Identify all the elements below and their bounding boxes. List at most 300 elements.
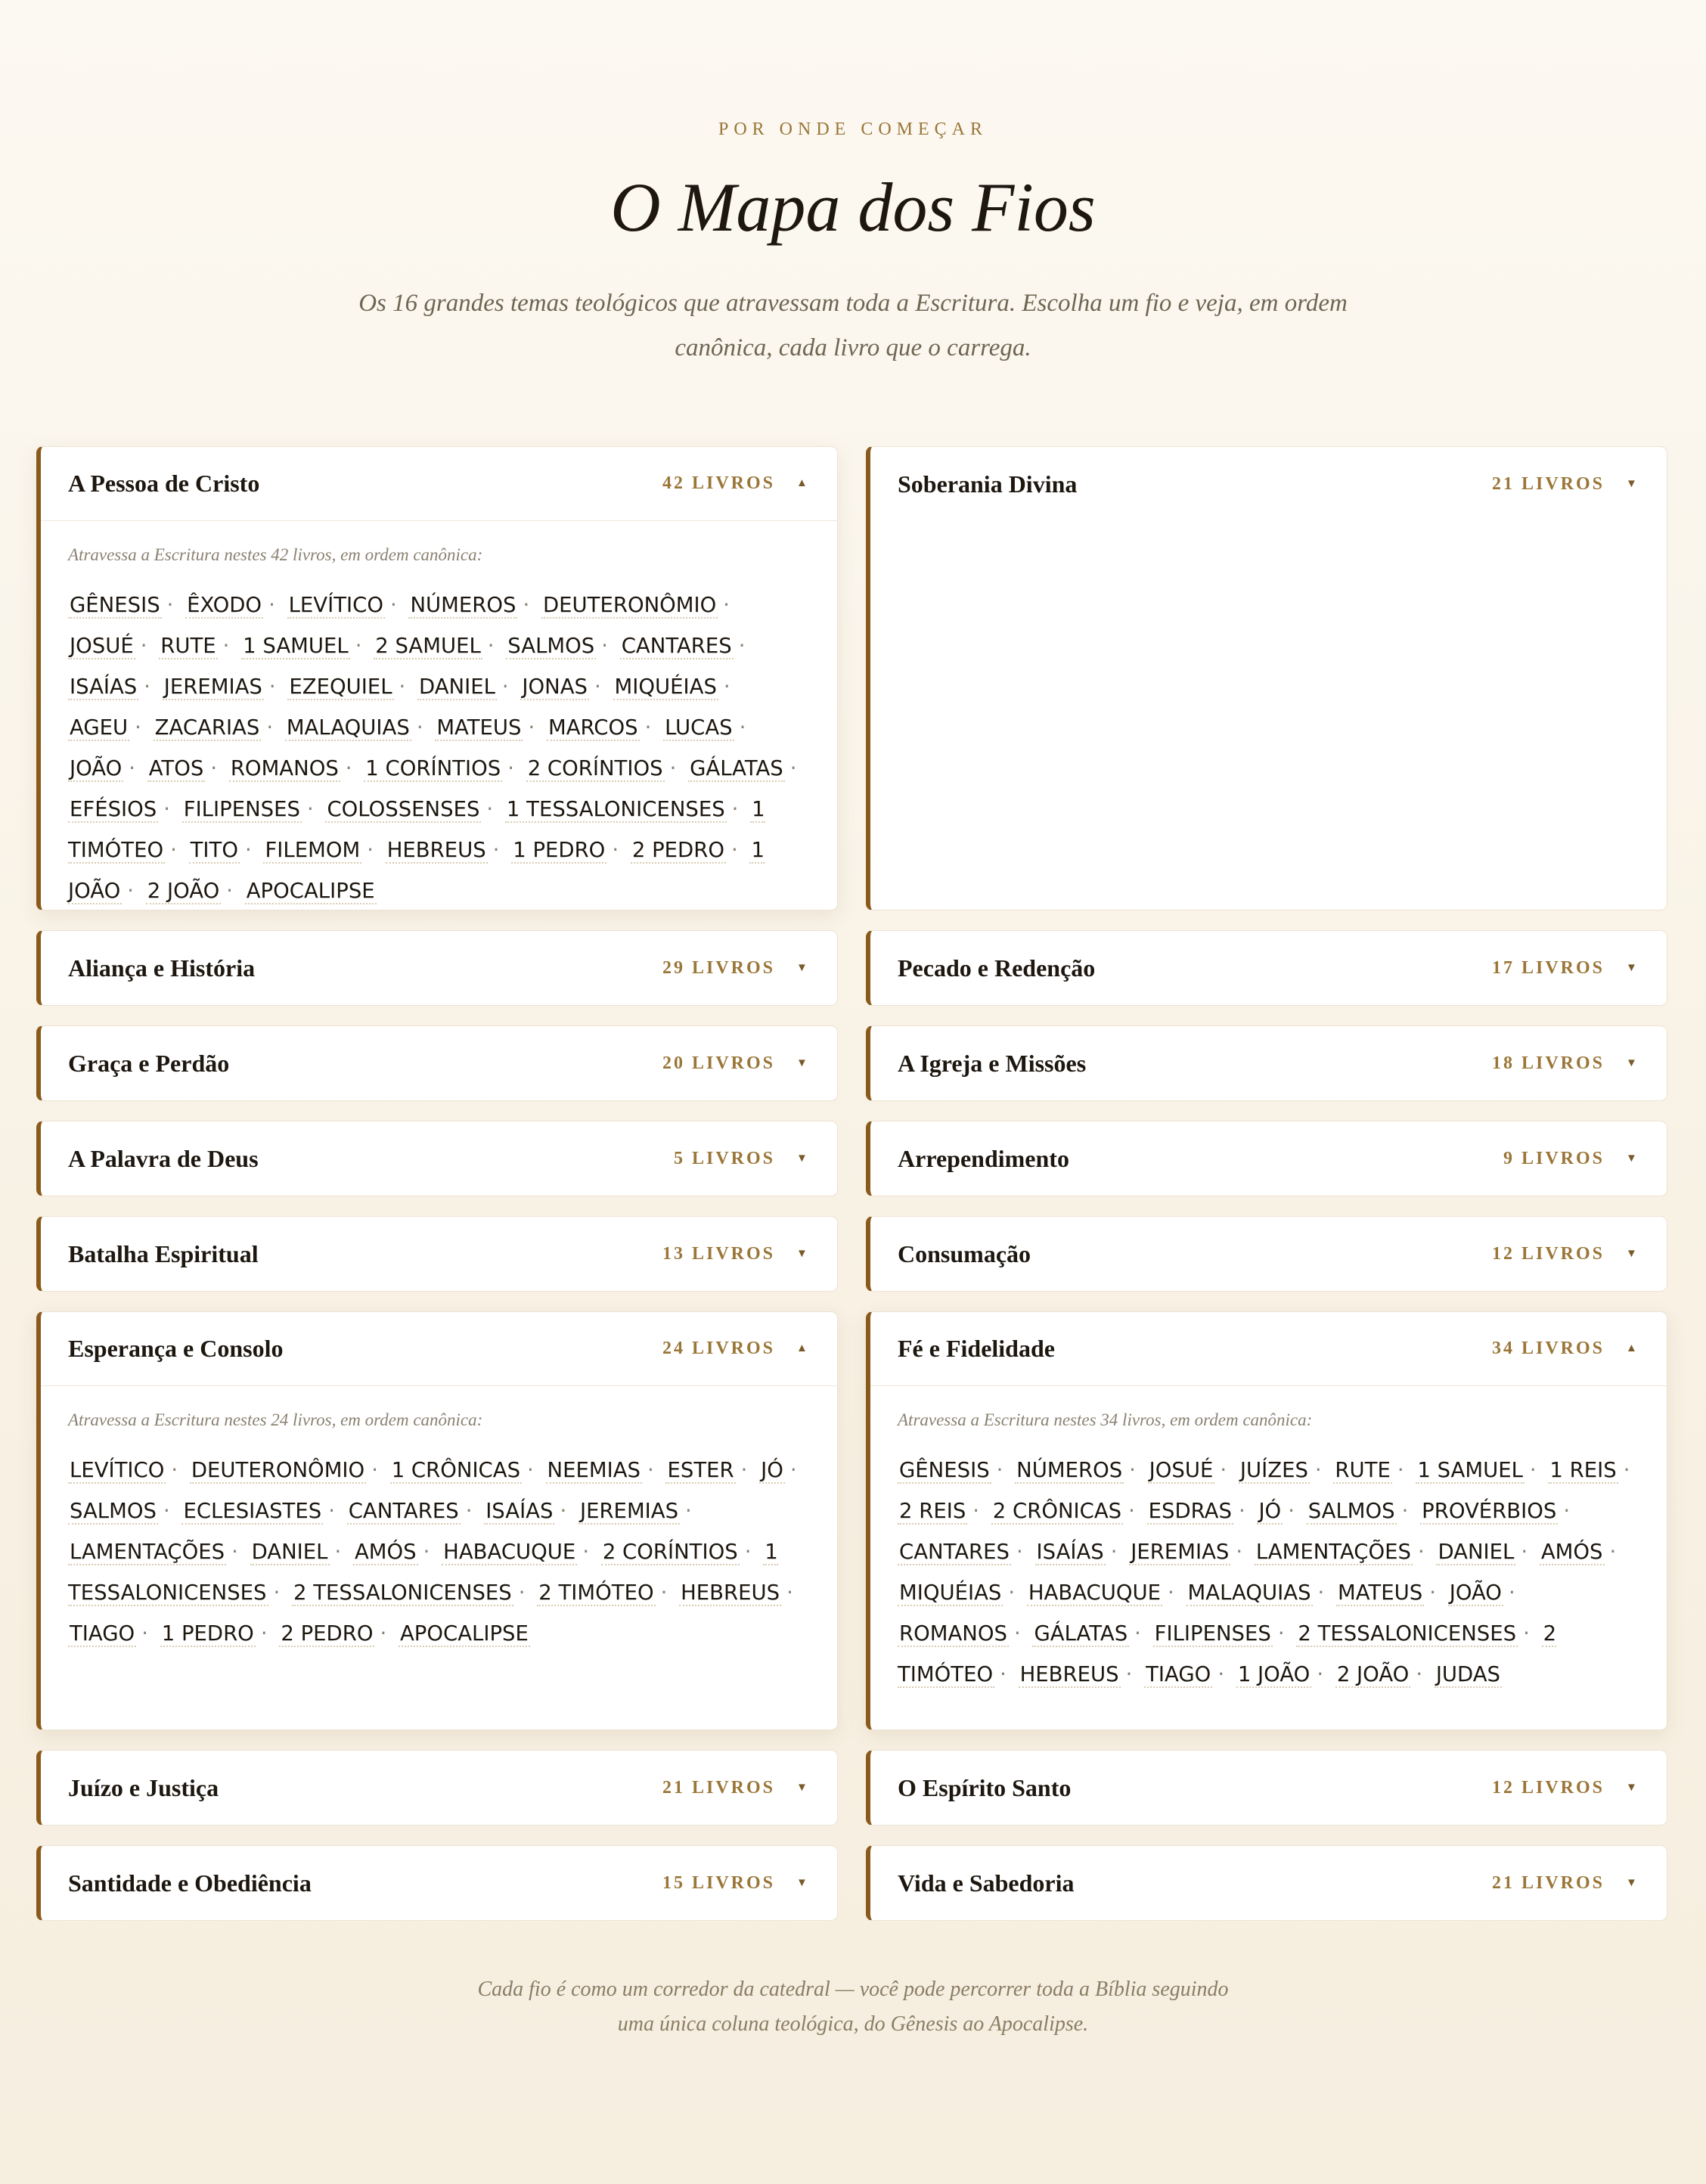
book-link[interactable]: LAMENTAÇÕES	[70, 1540, 225, 1564]
separator-dot: ·	[140, 634, 147, 658]
separator-dot: ·	[486, 797, 494, 821]
theme-meta	[662, 1053, 807, 1074]
book-link[interactable]: APOCALIPSE	[246, 879, 375, 903]
chevron-down-icon[interactable]: ▼	[796, 1247, 808, 1260]
separator-dot: ·	[166, 593, 174, 617]
separator-dot: ·	[268, 593, 275, 617]
book-link[interactable]: 2 PEDRO	[281, 1621, 374, 1646]
theme-title: Pecado e Redenção	[898, 954, 1096, 982]
separator-dot: ·	[244, 838, 252, 862]
theme-card	[866, 1121, 1667, 1196]
book-link[interactable]: EZEQUIEL	[289, 675, 392, 699]
book-link[interactable]: TIAGO	[70, 1621, 135, 1646]
theme-card-header[interactable]	[870, 931, 1667, 1005]
theme-title: O Espírito Santo	[898, 1773, 1072, 1801]
book-link[interactable]: 2 CRÔNICAS	[992, 1499, 1122, 1523]
theme-card-header[interactable]	[41, 931, 837, 1005]
theme-card	[866, 1750, 1667, 1826]
book-link[interactable]: AMÓS	[355, 1540, 417, 1564]
theme-card	[36, 930, 838, 1006]
theme-meta	[662, 1244, 807, 1264]
theme-meta	[662, 473, 807, 494]
book-count-badge: 21 LIVROS	[1491, 473, 1605, 494]
theme-card-header[interactable]	[41, 1312, 837, 1386]
book-link[interactable]: 1 CORÍNTIOS	[365, 756, 501, 780]
book-link[interactable]: LAMENTAÇÕES	[1255, 1540, 1411, 1564]
separator-dot: ·	[1168, 1581, 1174, 1605]
chevron-down-icon[interactable]: ▼	[1626, 1876, 1637, 1889]
book-link[interactable]: MALAQUIAS	[1187, 1581, 1311, 1605]
book-link[interactable]: JEREMIAS	[163, 675, 262, 699]
separator-dot: ·	[738, 634, 746, 658]
book-link[interactable]: ISAÍAS	[485, 1499, 554, 1523]
separator-dot: ·	[1277, 1621, 1285, 1646]
page-title: O Mapa dos Fios	[610, 169, 1096, 246]
separator-dot: ·	[1134, 1621, 1141, 1646]
theme-card	[866, 1311, 1667, 1730]
chevron-up-icon[interactable]: ▲	[1626, 1342, 1637, 1354]
theme-card-header[interactable]	[870, 1121, 1667, 1196]
separator-dot: ·	[389, 593, 397, 617]
theme-meta	[674, 1149, 807, 1169]
book-link[interactable]: MATEUS	[1338, 1581, 1423, 1605]
separator-dot: ·	[171, 1458, 178, 1482]
theme-meta	[1492, 1244, 1636, 1264]
separator-dot: ·	[127, 879, 134, 903]
book-count-badge: 21 LIVROS	[662, 1777, 775, 1798]
theme-title: Santidade e Obediência	[68, 1869, 312, 1897]
book-link[interactable]: JÓ	[761, 1458, 783, 1482]
separator-dot: ·	[1314, 1458, 1322, 1482]
separator-dot: ·	[380, 1621, 387, 1646]
chevron-down-icon[interactable]: ▼	[1626, 1056, 1637, 1069]
theme-card-header[interactable]	[41, 1121, 837, 1196]
separator-dot: ·	[1623, 1458, 1630, 1482]
separator-dot: ·	[1529, 1458, 1537, 1482]
book-link[interactable]: CANTARES	[348, 1499, 459, 1523]
book-link[interactable]: 1 SAMUEL	[1417, 1458, 1523, 1482]
theme-title: Vida e Sabedoria	[898, 1869, 1075, 1897]
book-link[interactable]: 2 TESSALONICENSES	[293, 1581, 512, 1605]
separator-dot: ·	[328, 1499, 335, 1523]
theme-card	[36, 1025, 838, 1101]
book-link[interactable]: 1 PEDRO	[161, 1621, 254, 1646]
book-link[interactable]: 2 TIMÓTEO	[538, 1581, 654, 1605]
theme-card-header[interactable]	[870, 1217, 1667, 1291]
chevron-down-icon[interactable]: ▼	[796, 961, 808, 974]
book-link[interactable]: JONAS	[522, 675, 588, 699]
book-link[interactable]: MIQUÉIAS	[614, 675, 717, 699]
book-list	[68, 585, 807, 911]
book-link[interactable]: GÊNESIS	[899, 1458, 990, 1482]
theme-card	[36, 446, 838, 911]
book-link[interactable]: DANIEL	[1438, 1540, 1515, 1564]
separator-dot: ·	[163, 1499, 170, 1523]
book-link[interactable]: HEBREUS	[681, 1581, 780, 1605]
book-count-badge: 34 LIVROS	[1491, 1339, 1605, 1358]
separator-dot: ·	[1416, 1662, 1423, 1686]
book-link[interactable]: ESTER	[667, 1458, 734, 1482]
separator-dot: ·	[170, 838, 177, 862]
separator-dot: ·	[594, 675, 601, 699]
theme-card	[866, 1216, 1667, 1292]
book-link[interactable]: TIAGO	[1146, 1662, 1211, 1686]
book-count-badge: 42 LIVROS	[662, 473, 775, 493]
separator-dot: ·	[1008, 1581, 1016, 1605]
book-link[interactable]: 2 TESSALONICENSES	[1298, 1621, 1517, 1646]
separator-dot: ·	[523, 593, 530, 617]
book-count-badge: 9 LIVROS	[1503, 1148, 1605, 1168]
separator-dot: ·	[507, 756, 514, 780]
book-link[interactable]: 2 TIMÓTEO	[898, 1621, 1557, 1686]
theme-card	[36, 1750, 838, 1826]
book-count-badge: 21 LIVROS	[1491, 1872, 1605, 1893]
theme-card-header[interactable]	[41, 1026, 837, 1100]
book-link[interactable]: SALMOS	[70, 1499, 157, 1523]
separator-dot: ·	[740, 1458, 748, 1482]
separator-dot: ·	[306, 797, 314, 821]
book-link[interactable]: FILIPENSES	[1154, 1621, 1271, 1646]
book-link[interactable]: 1 JOÃO	[68, 838, 765, 903]
book-link[interactable]: MARCOS	[547, 715, 638, 740]
separator-dot: ·	[601, 634, 608, 658]
book-link[interactable]: 1 PEDRO	[513, 838, 606, 862]
book-link[interactable]: AGEU	[70, 715, 129, 740]
separator-dot: ·	[786, 1581, 793, 1605]
book-link[interactable]: GÁLATAS	[690, 756, 783, 780]
book-count-badge: 24 LIVROS	[662, 1339, 775, 1358]
book-link[interactable]: LUCAS	[665, 715, 733, 740]
theme-title: Batalha Espiritual	[68, 1239, 259, 1267]
separator-dot: ·	[1429, 1581, 1436, 1605]
theme-card-header[interactable]	[41, 1217, 837, 1291]
separator-dot: ·	[1110, 1540, 1118, 1564]
theme-title: Fé e Fidelidade	[898, 1335, 1055, 1362]
separator-dot: ·	[266, 715, 274, 740]
chevron-down-icon[interactable]: ▼	[1626, 477, 1637, 490]
book-link[interactable]: CANTARES	[899, 1540, 1010, 1564]
book-link[interactable]: ESDRAS	[1148, 1499, 1232, 1523]
page-subtitle: Os 16 grandes temas teológicos que atravessam toda a Escritura. Escolha um fio e veja, em ordem canônica, cada livro que o carrega.	[358, 290, 1348, 361]
book-link[interactable]: HABACUQUE	[1028, 1581, 1162, 1605]
theme-card-header[interactable]	[870, 1026, 1667, 1100]
book-link[interactable]: JUÍZES	[1239, 1458, 1308, 1482]
book-link[interactable]: JUDAS	[1435, 1662, 1501, 1686]
chevron-down-icon[interactable]: ▼	[1626, 1781, 1637, 1794]
book-count-badge: 12 LIVROS	[1491, 1777, 1605, 1798]
book-link[interactable]: 2 PEDRO	[631, 838, 724, 862]
book-link[interactable]: AMÓS	[1540, 1540, 1603, 1564]
separator-dot: ·	[723, 675, 730, 699]
separator-dot: ·	[730, 838, 738, 862]
book-link[interactable]: ÊXODO	[187, 593, 262, 617]
separator-dot: ·	[1523, 1621, 1530, 1646]
separator-dot: ·	[367, 838, 374, 862]
separator-dot: ·	[528, 715, 535, 740]
separator-dot: ·	[487, 634, 495, 658]
book-link[interactable]: NÚMEROS	[410, 593, 516, 617]
book-link[interactable]: ISAÍAS	[1036, 1540, 1104, 1564]
separator-dot: ·	[669, 756, 677, 780]
chevron-up-icon[interactable]: ▲	[796, 1342, 808, 1354]
separator-dot: ·	[226, 879, 233, 903]
book-link[interactable]: 1 CRÔNICAS	[391, 1458, 521, 1482]
theme-meta	[1492, 1339, 1636, 1359]
separator-dot: ·	[135, 715, 141, 740]
book-link[interactable]: JOSUÉ	[70, 634, 134, 658]
theme-card-header[interactable]	[870, 1846, 1667, 1920]
separator-dot: ·	[1508, 1581, 1515, 1605]
separator-dot: ·	[582, 1540, 590, 1564]
theme-title: Esperança e Consolo	[68, 1335, 284, 1362]
separator-dot: ·	[210, 756, 218, 780]
theme-title: Arrependimento	[898, 1144, 1069, 1172]
book-link[interactable]: JÓ	[1258, 1499, 1282, 1523]
book-link[interactable]: PROVÉRBIOS	[1422, 1499, 1557, 1523]
book-link[interactable]: HABACUQUE	[443, 1540, 576, 1564]
book-link[interactable]: ROMANOS	[899, 1621, 1007, 1646]
book-link[interactable]: ROMANOS	[230, 756, 339, 780]
separator-dot: ·	[996, 1458, 1003, 1482]
book-link[interactable]: CANTARES	[621, 634, 732, 658]
eyebrow: POR ONDE COMEÇAR	[718, 119, 988, 139]
book-count-badge: 12 LIVROS	[1491, 1243, 1605, 1264]
chevron-up-icon[interactable]: ▲	[796, 477, 808, 489]
separator-dot: ·	[1016, 1540, 1023, 1564]
theme-card-body	[41, 1386, 837, 1654]
separator-dot: ·	[1000, 1662, 1007, 1686]
footer-note: Cada fio é como um corredor da catedral — você pode percorrer toda a Bíblia seguindo uma única coluna teológica, do Gênesis ao Apocalipse.	[477, 1978, 1229, 2036]
book-link[interactable]: APOCALIPSE	[399, 1621, 529, 1646]
book-link[interactable]: 2 SAMUEL	[375, 634, 481, 658]
separator-dot: ·	[1401, 1499, 1409, 1523]
separator-dot: ·	[371, 1458, 378, 1482]
book-link[interactable]: 1 REIS	[1549, 1458, 1617, 1482]
book-link[interactable]: MIQUÉIAS	[899, 1581, 1002, 1605]
book-link[interactable]: ECLESIASTES	[183, 1499, 322, 1523]
separator-dot: ·	[501, 675, 509, 699]
theme-card	[866, 930, 1667, 1006]
book-list	[68, 1450, 807, 1654]
separator-dot: ·	[612, 838, 619, 862]
separator-dot: ·	[465, 1499, 473, 1523]
separator-dot: ·	[1129, 1458, 1136, 1482]
chevron-down-icon[interactable]: ▼	[1626, 1247, 1637, 1260]
book-link[interactable]: 1 JOÃO	[1237, 1662, 1311, 1686]
book-link[interactable]: JEREMIAS	[1131, 1540, 1230, 1564]
separator-dot: ·	[685, 1499, 692, 1523]
book-link[interactable]: RUTE	[160, 634, 216, 658]
book-link[interactable]: HEBREUS	[386, 838, 486, 862]
book-link[interactable]: TITO	[190, 838, 238, 862]
separator-dot: ·	[1220, 1458, 1227, 1482]
book-link[interactable]: ISAÍAS	[70, 675, 138, 699]
separator-dot: ·	[1563, 1499, 1571, 1523]
book-list	[898, 1450, 1636, 1695]
theme-meta	[1503, 1149, 1636, 1169]
book-link[interactable]: HEBREUS	[1019, 1662, 1119, 1686]
separator-dot: ·	[1521, 1540, 1528, 1564]
book-link[interactable]: COLOSSENSES	[327, 797, 480, 821]
book-link[interactable]: JOSUÉ	[1149, 1458, 1214, 1482]
theme-meta	[1492, 1778, 1636, 1798]
separator-dot: ·	[334, 1540, 342, 1564]
book-link[interactable]: DANIEL	[251, 1540, 328, 1564]
book-link[interactable]: RUTE	[1335, 1458, 1391, 1482]
chevron-down-icon[interactable]: ▼	[796, 1876, 808, 1889]
book-link[interactable]: GÁLATAS	[1034, 1621, 1128, 1646]
theme-card-body	[41, 521, 837, 911]
theme-card	[36, 1216, 838, 1292]
separator-dot: ·	[647, 1458, 654, 1482]
separator-dot: ·	[1609, 1540, 1617, 1564]
separator-dot: ·	[1317, 1662, 1324, 1686]
theme-meta	[662, 958, 807, 979]
themes-column-left	[36, 446, 838, 1940]
separator-dot: ·	[527, 1458, 534, 1482]
chevron-down-icon[interactable]: ▼	[796, 1056, 808, 1069]
book-link[interactable]: 1 TIMÓTEO	[68, 797, 765, 862]
separator-dot: ·	[1128, 1499, 1135, 1523]
theme-card	[866, 446, 1667, 911]
book-link[interactable]: 1 SAMUEL	[243, 634, 349, 658]
book-count-badge: 29 LIVROS	[662, 957, 775, 978]
separator-dot: ·	[731, 797, 739, 821]
theme-meta	[1492, 1873, 1636, 1894]
theme-title: Soberania Divina	[898, 470, 1078, 498]
theme-title: Juízo e Justiça	[68, 1773, 219, 1801]
theme-intro: Atravessa a Escritura nestes 42 livros, em ordem canônica:	[68, 545, 483, 564]
theme-card-header[interactable]	[870, 447, 1667, 521]
theme-intro: Atravessa a Escritura nestes 24 livros, em ordem canônica:	[68, 1410, 483, 1429]
book-link[interactable]: DEUTERONÔMIO	[542, 593, 717, 617]
theme-card	[36, 1311, 838, 1730]
separator-dot: ·	[492, 838, 500, 862]
separator-dot: ·	[345, 756, 352, 780]
separator-dot: ·	[789, 1458, 797, 1482]
themes-column-right	[866, 446, 1667, 1940]
book-link[interactable]: LEVÍTICO	[288, 593, 383, 617]
book-link[interactable]: DANIEL	[419, 675, 495, 699]
book-link[interactable]: 1 TESSALONICENSES	[68, 1540, 778, 1605]
theme-card-header[interactable]	[41, 1751, 837, 1825]
book-link[interactable]: 1 TESSALONICENSES	[506, 797, 725, 821]
theme-title: A Igreja e Missões	[898, 1049, 1087, 1077]
theme-card-header[interactable]	[870, 1751, 1667, 1825]
separator-dot: ·	[1417, 1540, 1425, 1564]
separator-dot: ·	[144, 675, 151, 699]
book-link[interactable]: FILEMOM	[265, 838, 361, 862]
book-link[interactable]: SALMOS	[507, 634, 595, 658]
separator-dot: ·	[1013, 1621, 1021, 1646]
separator-dot: ·	[260, 1621, 268, 1646]
separator-dot: ·	[273, 1581, 281, 1605]
theme-card-header[interactable]	[41, 447, 837, 521]
separator-dot: ·	[789, 756, 797, 780]
separator-dot: ·	[222, 634, 230, 658]
separator-dot: ·	[1397, 1458, 1404, 1482]
book-link[interactable]: NÚMEROS	[1016, 1458, 1123, 1482]
separator-dot: ·	[1288, 1499, 1295, 1523]
theme-meta	[1492, 1053, 1636, 1074]
separator-dot: ·	[739, 715, 746, 740]
chevron-down-icon[interactable]: ▼	[1626, 1152, 1637, 1165]
book-link[interactable]: LEVÍTICO	[70, 1458, 165, 1482]
theme-card-header[interactable]	[41, 1846, 837, 1920]
theme-card	[866, 1025, 1667, 1101]
theme-card-header[interactable]	[870, 1312, 1667, 1386]
theme-title: Aliança e História	[68, 954, 256, 982]
theme-title: A Pessoa de Cristo	[68, 470, 260, 497]
separator-dot: ·	[560, 1499, 567, 1523]
separator-dot: ·	[423, 1540, 430, 1564]
separator-dot: ·	[163, 797, 170, 821]
theme-meta	[662, 1873, 807, 1894]
book-link[interactable]: JOÃO	[70, 756, 123, 780]
book-count-badge: 20 LIVROS	[662, 1053, 775, 1073]
theme-card	[36, 1121, 838, 1196]
book-count-badge: 17 LIVROS	[1491, 957, 1605, 978]
separator-dot: ·	[1125, 1662, 1133, 1686]
separator-dot: ·	[355, 634, 362, 658]
book-link[interactable]: EFÉSIOS	[70, 797, 157, 821]
book-count-badge: 15 LIVROS	[662, 1872, 775, 1893]
theme-title: Graça e Perdão	[68, 1049, 230, 1077]
separator-dot: ·	[1317, 1581, 1325, 1605]
book-link[interactable]: ATOS	[148, 756, 204, 780]
book-count-badge: 13 LIVROS	[662, 1243, 775, 1264]
theme-meta	[662, 1339, 807, 1359]
separator-dot: ·	[268, 675, 276, 699]
separator-dot: ·	[972, 1499, 980, 1523]
theme-intro: Atravessa a Escritura nestes 34 livros, em ordem canônica:	[898, 1410, 1313, 1429]
book-link[interactable]: MATEUS	[436, 715, 522, 740]
chevron-down-icon[interactable]: ▼	[796, 1781, 808, 1794]
theme-title: A Palavra de Deus	[68, 1144, 259, 1172]
book-link[interactable]: DEUTERONÔMIO	[191, 1458, 365, 1482]
theme-title: Consumação	[898, 1239, 1031, 1267]
theme-meta	[1492, 474, 1636, 495]
book-link[interactable]: ZACARIAS	[154, 715, 260, 740]
book-link[interactable]: SALMOS	[1307, 1499, 1395, 1523]
book-count-badge: 5 LIVROS	[673, 1148, 775, 1168]
book-link[interactable]: 2 REIS	[899, 1499, 966, 1523]
book-link[interactable]: FILIPENSES	[183, 797, 300, 821]
chevron-down-icon[interactable]: ▼	[796, 1152, 808, 1165]
separator-dot: ·	[1217, 1662, 1225, 1686]
separator-dot: ·	[129, 756, 135, 780]
book-link[interactable]: 2 JOÃO	[147, 879, 220, 903]
book-link[interactable]: 2 CORÍNTIOS	[527, 756, 663, 780]
separator-dot: ·	[141, 1621, 148, 1646]
theme-meta	[1492, 958, 1636, 979]
chevron-down-icon[interactable]: ▼	[1626, 961, 1637, 974]
book-link[interactable]: JEREMIAS	[579, 1499, 679, 1523]
separator-dot: ·	[231, 1540, 238, 1564]
book-link[interactable]: GÊNESIS	[70, 593, 160, 617]
book-link[interactable]: 2 JOÃO	[1336, 1662, 1410, 1686]
separator-dot: ·	[744, 1540, 752, 1564]
book-link[interactable]: 2 CORÍNTIOS	[602, 1540, 738, 1564]
book-link[interactable]: MALAQUIAS	[286, 715, 410, 740]
separator-dot: ·	[660, 1581, 668, 1605]
separator-dot: ·	[1238, 1499, 1245, 1523]
theme-card	[36, 1845, 838, 1921]
separator-dot: ·	[1236, 1540, 1243, 1564]
book-link[interactable]: NEEMIAS	[547, 1458, 641, 1482]
book-link[interactable]: JOÃO	[1449, 1581, 1502, 1605]
separator-dot: ·	[644, 715, 652, 740]
